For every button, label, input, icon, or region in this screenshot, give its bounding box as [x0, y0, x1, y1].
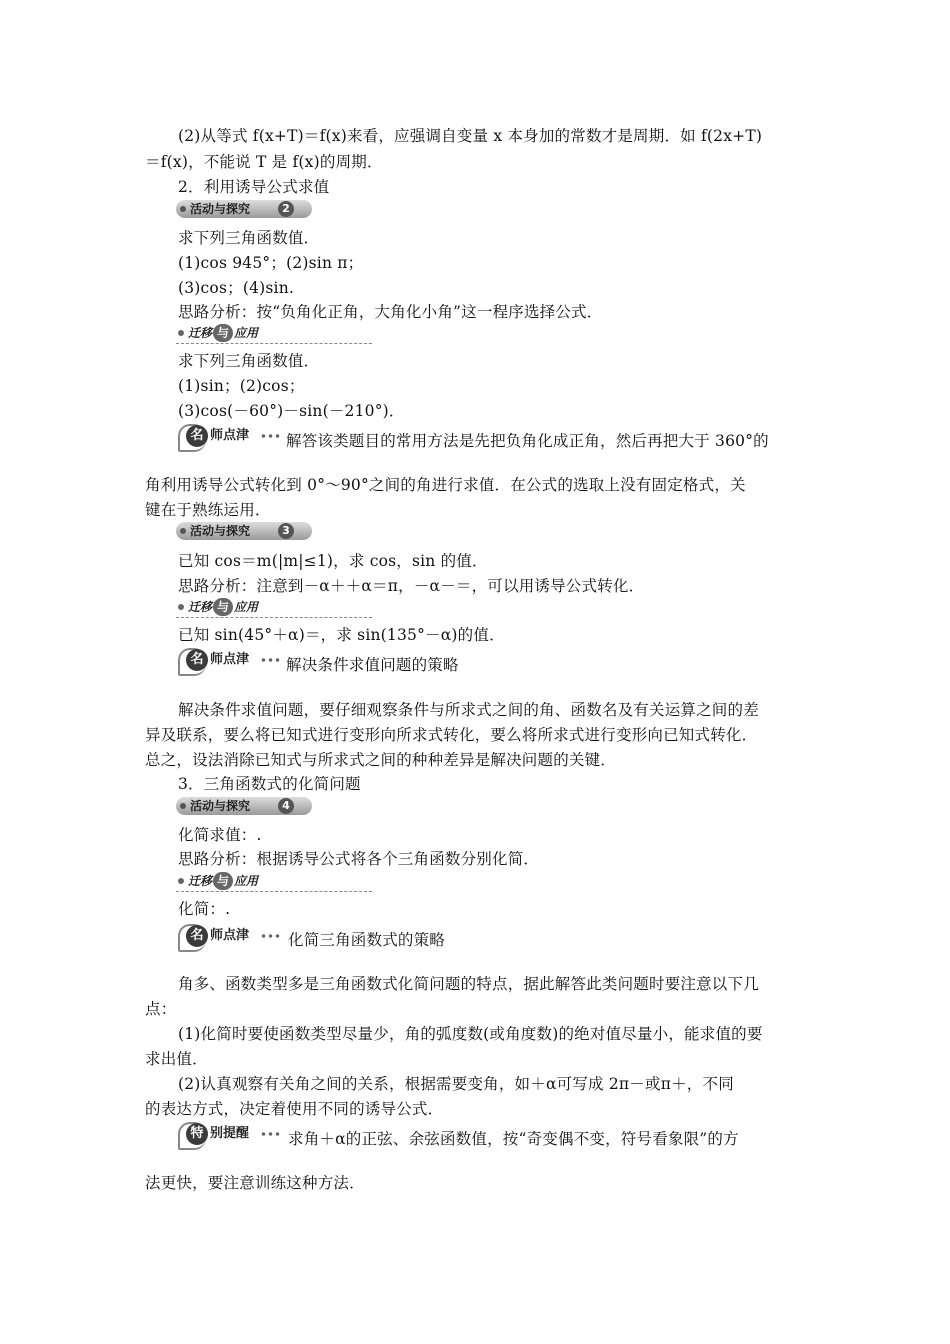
text-line: 已知 sin(45°＋α)＝，求 sin(135°－α)的值． — [178, 626, 505, 644]
tip-label: 师点津 — [210, 652, 250, 667]
bullet-icon — [178, 330, 184, 336]
text-line: 求角＋α的正弦、余弦函数值，按“奇变偶不变，符号看象限”的方 — [288, 1130, 739, 1148]
tip-label: 师点津 — [210, 428, 250, 443]
bullet-icon — [180, 206, 186, 212]
badge-label: 活动与探究 — [190, 524, 251, 538]
text-line: 的表达方式，决定着使用不同的诱导公式． — [145, 1100, 444, 1118]
badge-label: 应用 — [234, 600, 259, 614]
text-line: (2)从等式 f(x+T)＝f(x)来看，应强调自变量 x 本身加的常数才是周期．如 f(2x+T) — [178, 127, 763, 145]
text-line: 思路分析：根据诱导公式将各个三角函数分别化简． — [178, 850, 540, 868]
tip-circle: 名 — [186, 649, 208, 671]
tip-circle: 特 — [186, 1123, 208, 1145]
apply-badge — [176, 871, 372, 892]
apply-badge — [176, 323, 372, 344]
text-line: 角利用诱导公式转化到 0°～90°之间的角进行求值．在公式的选取上没有固定格式，关 — [145, 476, 746, 494]
apply-badge — [176, 597, 372, 618]
activity-badge — [176, 797, 312, 815]
badge-number: 3 — [278, 523, 294, 539]
tip-label: 别提醒 — [210, 1126, 250, 1141]
text-line: 化简：. — [178, 900, 231, 918]
text-line: 解答该类题目的常用方法是先把负角化成正角，然后再把大于 360°的 — [286, 432, 769, 450]
text-line: 求下列三角函数值． — [178, 229, 320, 247]
text-line: (1)化简时要使函数类型尽量少，角的弧度数(或角度数)的绝对值尽量小，能求值的要 — [178, 1025, 763, 1043]
text-line: (3)cos；(4)sin. — [178, 279, 294, 297]
text-line: 异及联系，要么将已知式进行变形向所求式转化，要么将所求式进行变形向已知式转化． — [145, 726, 758, 744]
badge-label: 应用 — [234, 874, 259, 888]
text-line: 思路分析：注意到－α＋＋α＝π，－α－＝，可以用诱导公式转化． — [178, 577, 645, 595]
dots-icon — [260, 1132, 282, 1136]
text-line: (2)认真观察有关角之间的关系，根据需要变角，如＋α可写成 2π－或π＋，不同 — [178, 1075, 734, 1093]
text-line: 解决条件求值问题，要仔细观察条件与所求式之间的角、函数名及有关运算之间的差 — [178, 701, 759, 719]
badge-label: 应用 — [234, 326, 259, 340]
section-heading: 2．利用诱导公式求值 — [178, 178, 330, 196]
badge-number: 4 — [278, 798, 294, 814]
dots-icon — [260, 658, 282, 662]
text-line: ＝f(x)，不能说 T 是 f(x)的周期． — [145, 153, 383, 171]
badge-label: 迁移 — [188, 600, 213, 614]
badge-label: 迁移 — [188, 874, 213, 888]
tip-label: 师点津 — [210, 928, 250, 943]
badge-mid: 与 — [213, 872, 233, 890]
badge-label: 活动与探究 — [190, 799, 251, 813]
tip-circle: 名 — [186, 425, 208, 447]
badge-label: 迁移 — [188, 326, 213, 340]
bullet-icon — [178, 878, 184, 884]
text-line: 已知 cos＝m(|m|≤1)，求 cos，sin 的值． — [178, 552, 488, 570]
bullet-icon — [180, 803, 186, 809]
bullet-icon — [180, 528, 186, 534]
text-line: (1)sin；(2)cos； — [178, 377, 305, 395]
tip-circle: 名 — [186, 925, 208, 947]
dots-icon — [260, 434, 282, 438]
badge-number: 2 — [278, 201, 294, 217]
text-line: 角多、函数类型多是三角函数式化简问题的特点，据此解答此类问题时要注意以下几 — [178, 975, 759, 993]
badge-mid: 与 — [213, 324, 233, 342]
text-line: (3)cos(－60°)－sin(－210°)． — [178, 402, 405, 420]
activity-badge — [176, 522, 312, 540]
section-heading: 3．三角函数式的化简问题 — [178, 775, 361, 793]
text-line: 点： — [145, 1000, 177, 1018]
text-line: (1)cos 945°；(2)sin π； — [178, 254, 364, 272]
text-line: 化简求值：. — [178, 826, 262, 844]
dots-icon — [260, 934, 282, 938]
text-line: 键在于熟练运用． — [145, 501, 271, 519]
bullet-icon — [178, 604, 184, 610]
text-line: 思路分析：按“负角化正角，大角化小角”这一程序选择公式． — [178, 303, 603, 321]
text-line: 解决条件求值问题的策略 — [286, 656, 459, 674]
badge-label: 活动与探究 — [190, 202, 251, 216]
activity-badge — [176, 200, 312, 218]
text-line: 化简三角函数式的策略 — [288, 931, 446, 949]
text-line: 总之，设法消除已知式与所求式之间的种种差异是解决问题的关键． — [145, 751, 617, 769]
text-line: 求出值． — [145, 1050, 208, 1068]
text-line: 法更快，要注意训练这种方法． — [145, 1174, 365, 1192]
text-line: 求下列三角函数值． — [178, 352, 320, 370]
badge-mid: 与 — [213, 598, 233, 616]
